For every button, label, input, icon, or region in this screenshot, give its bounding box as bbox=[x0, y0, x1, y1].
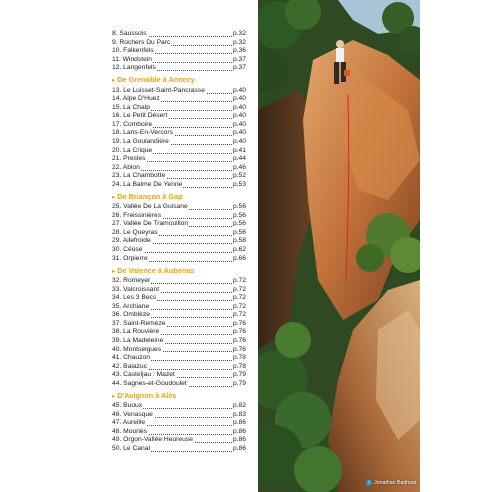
toc-entry[interactable] bbox=[112, 445, 246, 454]
toc-entry-page: p.40 bbox=[232, 95, 246, 103]
toc-entry-page: p.72 bbox=[232, 285, 246, 293]
toc-entry-title: 35. Archiane bbox=[112, 302, 150, 310]
toc-entry[interactable] bbox=[112, 147, 246, 156]
toc-entry-title: 44. Sagnes-et-Goudoulet bbox=[112, 379, 187, 387]
toc-entry[interactable] bbox=[112, 346, 246, 355]
toc-entry-title: 30. Céüse bbox=[112, 246, 143, 254]
toc-entry[interactable] bbox=[112, 320, 246, 329]
toc-entry-page: p.76 bbox=[232, 336, 246, 344]
toc-entry-title: 42. Balazuc bbox=[112, 362, 147, 370]
toc-entry-page: p.58 bbox=[232, 237, 246, 245]
table-of-contents bbox=[112, 30, 246, 454]
toc-entry[interactable] bbox=[112, 277, 246, 286]
toc-entry-title: 32. Romeyer bbox=[112, 277, 151, 285]
toc-entry-page: p.40 bbox=[232, 86, 246, 94]
toc-entry-title: 37. Saint-Remèze bbox=[112, 319, 166, 327]
toc-entry-page: p.72 bbox=[232, 302, 246, 310]
toc-section-title: De Briançon à Gap bbox=[117, 191, 183, 201]
toc-entry-title: 17. Comboire bbox=[112, 120, 153, 128]
toc-entry-title: 15. La Chalp bbox=[112, 103, 150, 111]
toc-entry-title: 29. Ailefroide bbox=[112, 237, 151, 245]
toc-entry-page: p.44 bbox=[232, 155, 246, 163]
toc-entry[interactable] bbox=[112, 428, 246, 437]
toc-entry-title: 16. Le Petit Désert bbox=[112, 112, 168, 120]
toc-entry[interactable] bbox=[112, 181, 246, 190]
toc-entry-title: 40. Montselgues bbox=[112, 345, 162, 353]
toc-entry-page: p.72 bbox=[232, 277, 246, 285]
toc-section-heading bbox=[112, 390, 246, 402]
toc-entry[interactable] bbox=[112, 371, 246, 380]
toc-entry[interactable] bbox=[112, 64, 246, 73]
toc-entry-page: p.86 bbox=[232, 436, 246, 444]
toc-entry[interactable] bbox=[112, 337, 246, 346]
toc-entry-title: 45. Buoux bbox=[112, 402, 143, 410]
toc-entry-title: 25. Vallée De La Guisane bbox=[112, 203, 188, 211]
toc-entry-title: 41. Chauzon bbox=[112, 354, 150, 362]
toc-entry-title: 10. Falkenfels bbox=[112, 47, 154, 55]
toc-entry[interactable] bbox=[112, 380, 246, 389]
toc-entry[interactable] bbox=[112, 164, 246, 173]
toc-entry-page: p.62 bbox=[232, 246, 246, 254]
toc-entry-page: p.86 bbox=[232, 419, 246, 427]
toc-entry[interactable] bbox=[112, 328, 246, 337]
toc-entry-page: p.40 bbox=[232, 129, 246, 137]
toc-entry[interactable] bbox=[112, 87, 246, 96]
toc-entry-page: p.83 bbox=[232, 410, 246, 418]
toc-section-title: De Valence à Aubenas bbox=[117, 265, 195, 275]
toc-entry[interactable] bbox=[112, 129, 246, 138]
toc-entry[interactable] bbox=[112, 95, 246, 104]
toc-entry-page: p.56 bbox=[232, 228, 246, 236]
toc-entry[interactable] bbox=[112, 255, 246, 264]
toc-entry-page: p.56 bbox=[232, 220, 246, 228]
toc-entry-title: 23. La Chambotte bbox=[112, 172, 166, 180]
toc-entry[interactable] bbox=[112, 104, 246, 113]
toc-entry[interactable] bbox=[112, 411, 246, 420]
toc-entry[interactable] bbox=[112, 229, 246, 238]
toc-entry-page: p.32 bbox=[232, 30, 246, 37]
arrow-right-icon: ▸ bbox=[112, 392, 116, 400]
toc-entry-title: 20. La Crique bbox=[112, 146, 153, 154]
toc-entry-title: 24. La Balme De Yenne bbox=[112, 180, 183, 188]
toc-entry-page: p.52 bbox=[232, 172, 246, 180]
toc-entry-page: p.56 bbox=[232, 203, 246, 211]
toc-entry[interactable] bbox=[112, 220, 246, 229]
toc-entry[interactable] bbox=[112, 30, 246, 39]
toc-entry-title: 47. Aureille bbox=[112, 419, 146, 427]
toc-entry-title: 28. Le Queyras bbox=[112, 228, 158, 236]
toc-entry-title: 33. Valcroissant bbox=[112, 285, 160, 293]
toc-entry-title: 14. Alpe D'Huez bbox=[112, 95, 160, 103]
toc-entry[interactable] bbox=[112, 39, 246, 48]
toc-entry-title: 31. Orpierre bbox=[112, 254, 148, 262]
toc-entry[interactable] bbox=[112, 419, 246, 428]
toc-entry-title: 8. Saussois bbox=[112, 30, 147, 37]
toc-entry[interactable] bbox=[112, 237, 246, 246]
toc-entry[interactable] bbox=[112, 246, 246, 255]
toc-entry-page: p.66 bbox=[232, 254, 246, 262]
toc-entry-page: p.36 bbox=[232, 47, 246, 55]
toc-entry-page: p.86 bbox=[232, 444, 246, 452]
copyright-icon: © bbox=[367, 480, 371, 485]
toc-entry[interactable] bbox=[112, 203, 246, 212]
toc-entry-title: 34. Les 3 Becs bbox=[112, 294, 157, 302]
photo-illustration bbox=[258, 0, 420, 492]
toc-entry-title: 50. Le Canal bbox=[112, 444, 150, 452]
toc-entry-title: 36. Omblèze bbox=[112, 311, 150, 319]
toc-entry-title: 21. Presles bbox=[112, 155, 146, 163]
toc-entry-page: p.40 bbox=[232, 120, 246, 128]
toc-entry-title: 26. Freissinières bbox=[112, 211, 162, 219]
toc-entry-title: 11. Windstein bbox=[112, 55, 153, 63]
toc-entry-page: p.72 bbox=[232, 311, 246, 319]
toc-entry-page: p.53 bbox=[232, 180, 246, 188]
toc-entry[interactable] bbox=[112, 172, 246, 181]
photo-credit-text: Jonathan Barjhost bbox=[374, 480, 416, 486]
toc-entry-title: 49. Orgon-Vallée Heureuse bbox=[112, 436, 193, 444]
toc-entry-page: p.79 bbox=[232, 371, 246, 379]
toc-entry-title: 19. La Goulandière bbox=[112, 138, 169, 146]
toc-entry-title: 38. La Rouvière bbox=[112, 328, 160, 336]
toc-entry-page: p.56 bbox=[232, 211, 246, 219]
toc-entry-title: 13. Le Luisset-Saint-Pancrasse bbox=[112, 86, 205, 94]
toc-entry-title: 9. Rochers Du Parc bbox=[112, 38, 171, 46]
photo-credit bbox=[366, 480, 416, 486]
toc-entry-page: p.78 bbox=[232, 354, 246, 362]
toc-entry-page: p.46 bbox=[232, 163, 246, 171]
toc-entry-page: p.37 bbox=[232, 55, 246, 63]
toc-entry[interactable] bbox=[112, 311, 246, 320]
toc-entry[interactable] bbox=[112, 56, 246, 65]
toc-entry-page: p.82 bbox=[232, 402, 246, 410]
toc-section-title: D'Avignon à Alès bbox=[117, 390, 177, 400]
toc-entry[interactable] bbox=[112, 354, 246, 363]
toc-entry[interactable] bbox=[112, 436, 246, 445]
toc-entry-page: p.76 bbox=[232, 319, 246, 327]
toc-entry[interactable] bbox=[112, 286, 246, 295]
toc-entry-page: p.86 bbox=[232, 427, 246, 435]
toc-entry-title: 43. Casteljau : Mazet bbox=[112, 371, 175, 379]
toc-entry[interactable] bbox=[112, 363, 246, 372]
toc-entry-page: p.37 bbox=[232, 64, 246, 72]
toc-section-heading bbox=[112, 191, 246, 203]
toc-entry-page: p.76 bbox=[232, 345, 246, 353]
arrow-right-icon: ▸ bbox=[112, 77, 116, 85]
arrow-right-icon: ▸ bbox=[112, 193, 116, 201]
toc-entry[interactable] bbox=[112, 47, 246, 56]
toc-entry-page: p.78 bbox=[232, 362, 246, 370]
toc-entry-title: 18. Lans-En-Vercors bbox=[112, 129, 173, 137]
toc-entry[interactable] bbox=[112, 121, 246, 130]
toc-entry-title: 22. Ablon bbox=[112, 163, 140, 171]
toc-entry-page: p.40 bbox=[232, 103, 246, 111]
toc-entry-page: p.76 bbox=[232, 328, 246, 336]
toc-entry-title: 12. Langenfels bbox=[112, 64, 156, 72]
toc-entry-title: 48. Mouriès bbox=[112, 427, 147, 435]
toc-entry[interactable] bbox=[112, 402, 246, 411]
toc-entry-title: 39. La Madeleine bbox=[112, 336, 164, 344]
toc-section-title: De Grenoble à Annecy bbox=[117, 75, 195, 85]
toc-entry-title: 46. Venasque bbox=[112, 410, 153, 418]
toc-entry[interactable] bbox=[112, 155, 246, 164]
toc-entry[interactable] bbox=[112, 212, 246, 221]
arrow-right-icon: ▸ bbox=[112, 267, 116, 275]
toc-entry-title: 27. Vallée De Tramouillon bbox=[112, 220, 189, 228]
climbing-photo bbox=[258, 0, 420, 492]
toc-entry-page: p.41 bbox=[232, 146, 246, 154]
toc-section-heading bbox=[112, 74, 246, 86]
toc-entry[interactable] bbox=[112, 303, 246, 312]
toc-entry[interactable] bbox=[112, 294, 246, 303]
toc-entry-page: p.72 bbox=[232, 294, 246, 302]
toc-entry-page: p.79 bbox=[232, 379, 246, 387]
toc-entry-page: p.40 bbox=[232, 138, 246, 146]
toc-entry[interactable] bbox=[112, 138, 246, 147]
toc-section-heading bbox=[112, 265, 246, 277]
toc-entry-page: p.40 bbox=[232, 112, 246, 120]
toc-entry[interactable] bbox=[112, 112, 246, 121]
toc-entry-page: p.32 bbox=[232, 38, 246, 46]
